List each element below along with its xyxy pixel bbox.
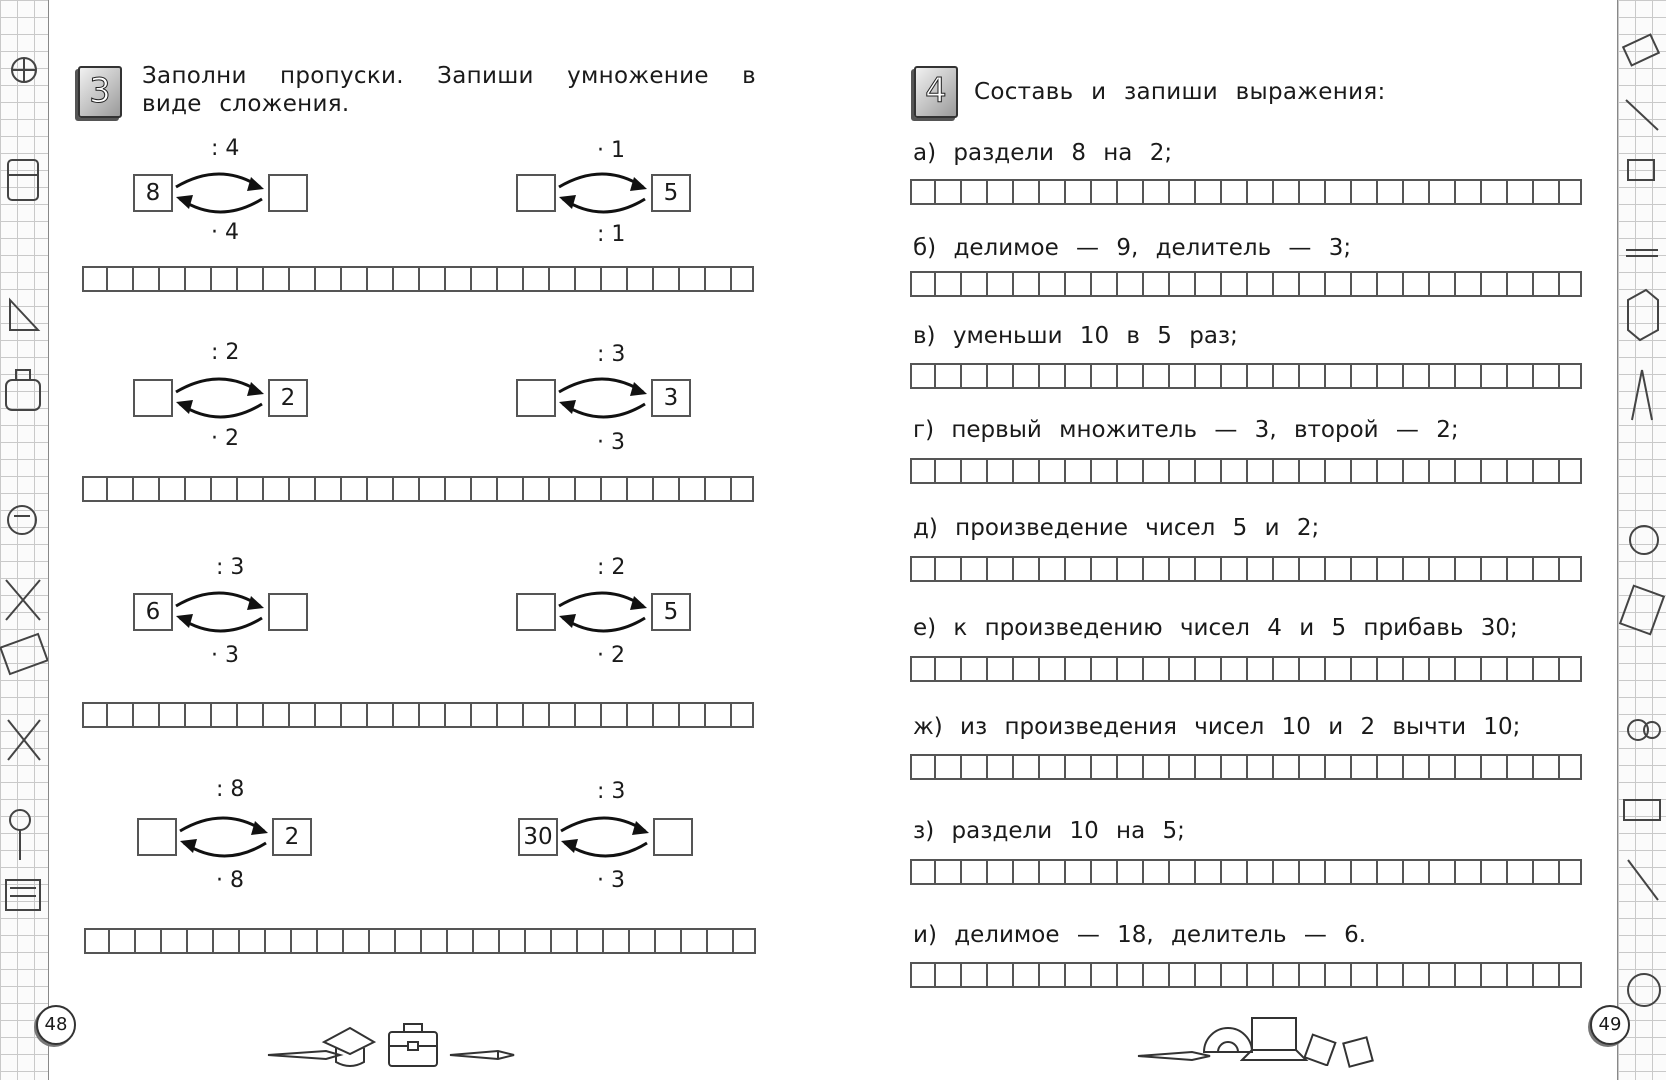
answer-cells[interactable] bbox=[82, 476, 754, 502]
cycle-arrows-icon bbox=[555, 165, 651, 221]
task-instruction: Заполни пропуски. Запиши умножение в виде сложения. bbox=[142, 63, 756, 117]
task-item: д) произведение чисел 5 и 2; bbox=[913, 515, 1320, 541]
bottom-operation-label: · 3 bbox=[597, 430, 625, 455]
answer-cells[interactable] bbox=[84, 928, 756, 954]
top-operation-label: · 1 bbox=[597, 138, 625, 163]
laptop-icon bbox=[1240, 1014, 1310, 1066]
cycle-arrows-icon bbox=[555, 584, 651, 640]
answer-cells[interactable] bbox=[910, 962, 1582, 988]
right-number-box[interactable]: 2 bbox=[268, 379, 308, 417]
school-doodles-icon bbox=[1618, 0, 1666, 1080]
top-operation-label: : 2 bbox=[211, 340, 240, 365]
right-number-box[interactable]: 5 bbox=[651, 593, 691, 631]
right-number-box[interactable] bbox=[653, 818, 693, 856]
task-item: и) делимое — 18, делитель — 6. bbox=[913, 922, 1367, 948]
answer-cells[interactable] bbox=[910, 656, 1582, 682]
task-item: а) раздели 8 на 2; bbox=[913, 140, 1173, 166]
answer-cells[interactable] bbox=[910, 754, 1582, 780]
answer-cells[interactable] bbox=[910, 458, 1582, 484]
school-doodles-icon bbox=[0, 0, 48, 1080]
graduation-cap-icon bbox=[320, 1022, 376, 1074]
answer-cells[interactable] bbox=[910, 271, 1582, 297]
cycle-arrows-icon bbox=[172, 165, 268, 221]
answer-cells[interactable] bbox=[910, 556, 1582, 582]
answer-cells[interactable] bbox=[82, 702, 754, 728]
top-operation-label: : 4 bbox=[211, 136, 240, 161]
left-decorative-border bbox=[0, 0, 49, 1080]
answer-cells[interactable] bbox=[82, 266, 754, 292]
bottom-operation-label: · 4 bbox=[211, 220, 239, 245]
cycle-arrows-icon bbox=[176, 809, 272, 865]
pencil-icon bbox=[448, 1047, 518, 1063]
bottom-operation-label: · 8 bbox=[216, 868, 244, 893]
bottom-operation-label: · 3 bbox=[211, 643, 239, 668]
page-number: 48 bbox=[36, 1005, 76, 1045]
bottom-operation-label: · 3 bbox=[597, 868, 625, 893]
task-instruction: Составь и запиши выражения: bbox=[974, 79, 1386, 105]
task-item: ж) из произведения чисел 10 и 2 вычти 10; bbox=[913, 714, 1521, 740]
task-item: е) к произведению чисел 4 и 5 прибавь 30; bbox=[913, 615, 1518, 641]
right-number-box[interactable]: 5 bbox=[651, 174, 691, 212]
task-item: з) раздели 10 на 5; bbox=[913, 818, 1185, 844]
book-icon bbox=[1342, 1034, 1376, 1068]
top-operation-label: : 3 bbox=[597, 342, 626, 367]
left-number-box[interactable]: 8 bbox=[133, 174, 173, 212]
cycle-arrows-icon bbox=[555, 370, 651, 426]
page-number: 49 bbox=[1590, 1005, 1630, 1045]
left-number-box[interactable] bbox=[516, 174, 556, 212]
task-item: г) первый множитель — 3, второй — 2; bbox=[913, 417, 1459, 443]
top-operation-label: : 3 bbox=[216, 555, 245, 580]
right-number-box[interactable] bbox=[268, 174, 308, 212]
answer-cells[interactable] bbox=[910, 363, 1582, 389]
left-number-box[interactable]: 30 bbox=[518, 818, 558, 856]
left-number-box[interactable] bbox=[133, 379, 173, 417]
top-operation-label: : 2 bbox=[597, 555, 626, 580]
bottom-operation-label: · 2 bbox=[211, 426, 239, 451]
right-decorative-border bbox=[1617, 0, 1666, 1080]
task-item: б) делимое — 9, делитель — 3; bbox=[913, 235, 1352, 261]
left-number-box[interactable] bbox=[516, 379, 556, 417]
right-number-box[interactable]: 2 bbox=[272, 818, 312, 856]
task-number-badge: 3 bbox=[78, 66, 122, 118]
book-icon bbox=[1304, 1032, 1338, 1066]
answer-cells[interactable] bbox=[910, 859, 1582, 885]
bottom-operation-label: : 1 bbox=[597, 222, 626, 247]
right-number-box[interactable]: 3 bbox=[651, 379, 691, 417]
cycle-arrows-icon bbox=[172, 584, 268, 640]
briefcase-icon bbox=[386, 1018, 442, 1070]
right-number-box[interactable] bbox=[268, 593, 308, 631]
left-number-box[interactable] bbox=[516, 593, 556, 631]
top-operation-label: : 3 bbox=[597, 779, 626, 804]
cycle-arrows-icon bbox=[557, 809, 653, 865]
left-number-box[interactable]: 6 bbox=[133, 593, 173, 631]
task-item: в) уменьши 10 в 5 раз; bbox=[913, 323, 1238, 349]
answer-cells[interactable] bbox=[910, 179, 1582, 205]
bottom-operation-label: · 2 bbox=[597, 643, 625, 668]
top-operation-label: : 8 bbox=[216, 777, 245, 802]
left-number-box[interactable] bbox=[137, 818, 177, 856]
cycle-arrows-icon bbox=[172, 370, 268, 426]
task-number-badge: 4 bbox=[914, 66, 958, 118]
